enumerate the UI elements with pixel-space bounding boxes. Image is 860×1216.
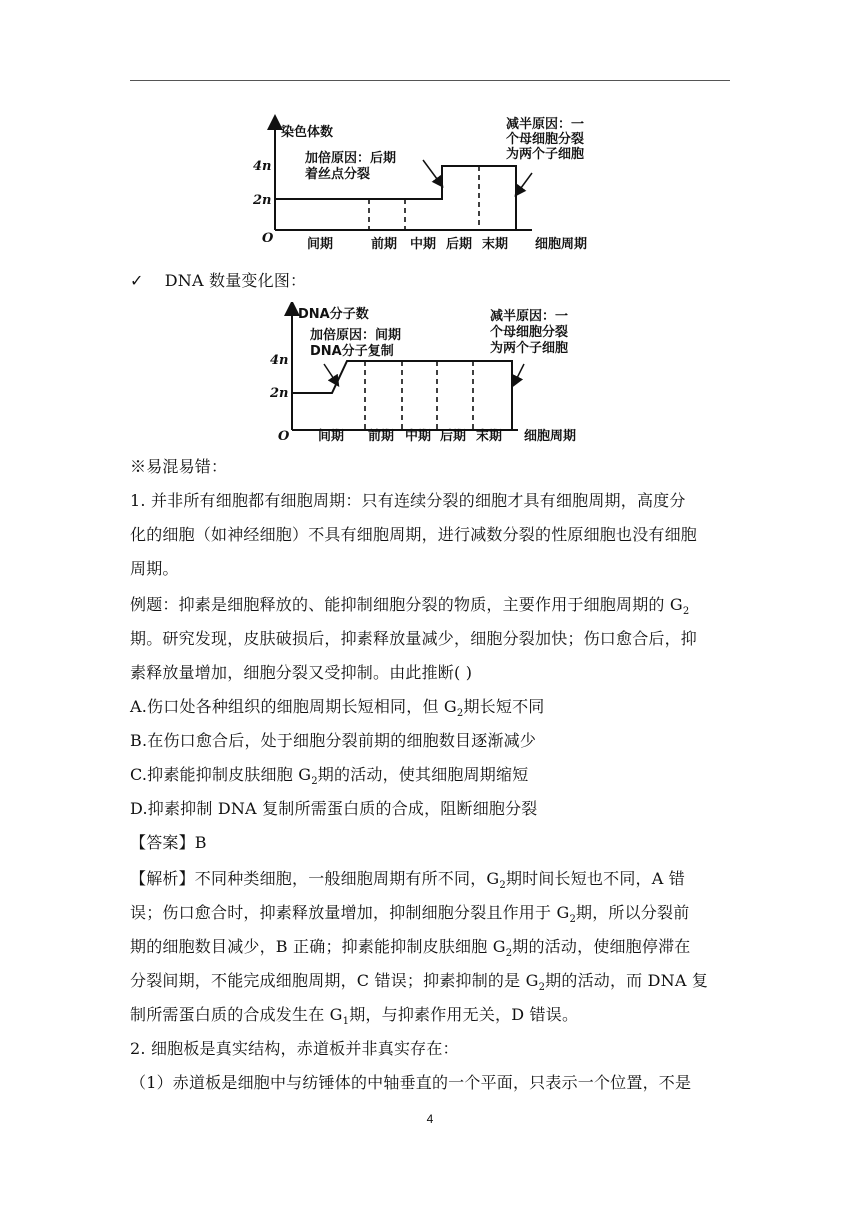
phase-label: 后期 xyxy=(446,237,473,252)
origin-label: O xyxy=(278,429,290,444)
option-c: C.抑素能抑制皮肤细胞 $G_2$期的活动，使其细胞周期缩短 xyxy=(130,765,529,788)
confusion-heading: ※易混易错： xyxy=(130,457,228,476)
analysis-line2: 误；伤口愈合时，抑素释放量增加，抑制细胞分裂且作用于 $G_2$期，所以分裂前 xyxy=(130,903,690,926)
phase-label: 末期 xyxy=(482,237,509,252)
option-b: B.在伤口愈合后，处于细胞分裂前期的细胞数目逐渐减少 xyxy=(130,731,537,750)
note-double-line2: 着丝点分裂 xyxy=(305,167,371,182)
point1-line2: 化的细胞（如神经细胞）不具有细胞周期，进行减数分裂的性原细胞也没有细胞 xyxy=(130,525,698,544)
note-halve-line2: 个母细胞分裂 xyxy=(490,325,569,340)
option-a: A.伤口处各种组织的细胞周期长短相同，但 $G_2$期长短不同 xyxy=(130,697,545,720)
header-rule xyxy=(130,80,730,81)
y-axis-label: 染色体数 xyxy=(281,125,334,140)
note-halve-line1: 减半原因：一 xyxy=(506,117,585,132)
y-tick-2n: 2n xyxy=(270,386,289,401)
phase-label: 间期 xyxy=(307,237,334,252)
y-tick-2n: 2n xyxy=(253,193,272,208)
analysis-line1: 【解析】不同种类细胞，一般细胞周期有所不同，$G_2$期时间长短也不同，A 错 xyxy=(130,869,685,892)
note-halve-line3: 为两个子细胞 xyxy=(490,341,569,356)
option-d: D.抑素抑制 DNA 复制所需蛋白质的合成，阻断细胞分裂 xyxy=(130,799,538,818)
analysis-line4: 分裂间期，不能完成细胞周期，C 错误；抑素抑制的是 $G_2$期的活动，而 DNA 复 xyxy=(130,971,709,994)
y-tick-4n: 4n xyxy=(253,159,272,174)
phase-label: 中期 xyxy=(410,237,437,252)
answer: 【答案】B xyxy=(130,833,207,852)
x-axis-label: 细胞周期 xyxy=(535,237,588,252)
analysis-line3: 期的细胞数目减少，B 正确；抑素能抑制皮肤细胞 $G_2$期的活动，使细胞停滞在 xyxy=(130,937,691,960)
chromosome-count-chart xyxy=(250,110,610,260)
point1-line1: 1. 并非所有细胞都有细胞周期：只有连续分裂的细胞才具有细胞周期，高度分 xyxy=(130,491,686,510)
note-double-line1: 加倍原因：后期 xyxy=(305,151,397,166)
phase-label: 末期 xyxy=(476,429,503,444)
phase-label: 前期 xyxy=(371,237,398,252)
dna-count-chart xyxy=(262,302,602,452)
page-number: 4 xyxy=(426,1112,434,1126)
phase-label: 中期 xyxy=(405,429,432,444)
y-axis-label: DNA分子数 xyxy=(298,307,369,322)
phase-label: 后期 xyxy=(440,429,467,444)
x-axis-label: 细胞周期 xyxy=(524,429,577,444)
analysis-line5: 制所需蛋白质的合成发生在 $G_1$期，与抑素作用无关，D 错误。 xyxy=(130,1005,579,1028)
origin-label: O xyxy=(262,231,274,246)
example-line1: 例题：抑素是细胞释放的、能抑制细胞分裂的物质，主要作用于细胞周期的 $G_2$ xyxy=(130,595,690,618)
point2-heading: 2. 细胞板是真实结构，赤道板并非真实存在： xyxy=(130,1039,459,1058)
phase-label: 间期 xyxy=(318,429,345,444)
note-double-line2: DNA分子复制 xyxy=(310,344,394,359)
example-line3: 素释放量增加，细胞分裂又受抑制。由此推断( ) xyxy=(130,663,473,682)
phase-label: 前期 xyxy=(368,429,395,444)
point1-line3: 周期。 xyxy=(130,559,179,578)
point2-item1: （1）赤道板是细胞中与纺锤体的中轴垂直的一个平面，只表示一个位置，不是 xyxy=(130,1073,692,1092)
note-halve-line2: 个母细胞分裂 xyxy=(506,132,585,147)
y-tick-4n: 4n xyxy=(270,353,289,368)
note-halve-line3: 为两个子细胞 xyxy=(506,147,585,162)
dna-heading: ✓ DNA 数量变化图： xyxy=(130,271,307,290)
note-double-line1: 加倍原因：间期 xyxy=(310,328,402,343)
note-halve-line1: 减半原因：一 xyxy=(490,309,569,324)
check-icon: ✓ xyxy=(130,271,144,290)
example-line2: 期。研究发现，皮肤破损后，抑素释放量减少，细胞分裂加快；伤口愈合后，抑 xyxy=(130,629,698,648)
